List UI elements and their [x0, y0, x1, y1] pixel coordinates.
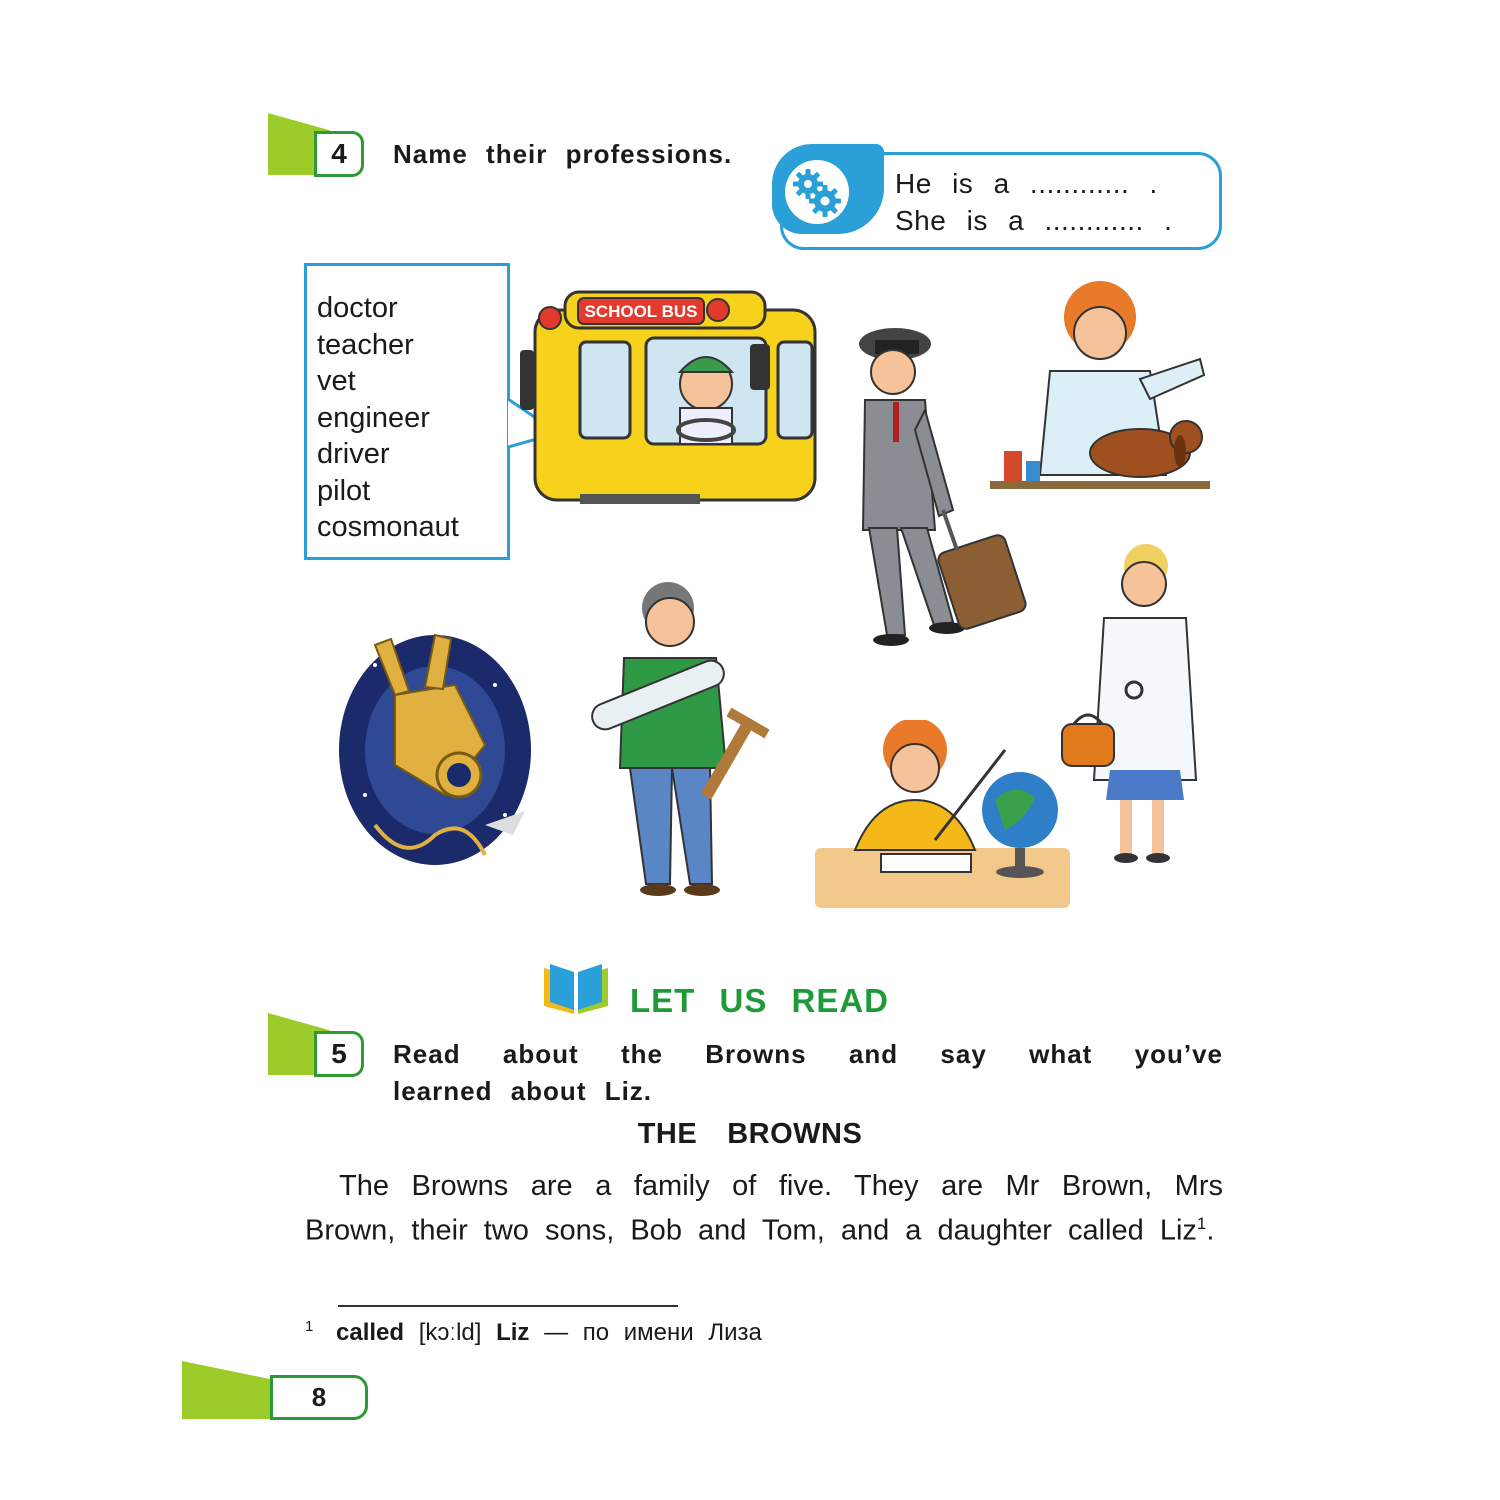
word-list-box [304, 263, 510, 560]
exercise-5-instruction-line-2: learned about Liz. [393, 1076, 653, 1106]
word-driver: driver [317, 438, 390, 470]
word-vet: vet [317, 365, 356, 397]
footnote-ref: 1 [1196, 1214, 1207, 1233]
text-heading [0, 1118, 1500, 1151]
footnote-name: Liz [496, 1319, 530, 1346]
footnote-word: called [336, 1319, 405, 1346]
text-heading-part-2: BROWNS [727, 1118, 863, 1150]
exercise-4-number: 4 [314, 131, 364, 177]
bus-sign: SCHOOL BUS [584, 302, 698, 321]
hint-line-he: He is a ............ . [895, 168, 1158, 199]
gear-icon [785, 160, 849, 224]
reading-paragraph-end: . [1206, 1214, 1215, 1247]
vet-illustration [990, 275, 1215, 525]
footnote-divider [338, 1305, 678, 1307]
word-engineer: engineer [317, 401, 430, 434]
reading-paragraph-text: The Browns are a family of five. They are Mr Brown, Mrs Brown, their two sons, Bob and Tom, and a daughter called Liz [305, 1170, 1223, 1247]
word-pilot: pilot [317, 474, 371, 507]
footnote-marker: 1 [305, 1318, 314, 1335]
open-book-icon [540, 962, 612, 1016]
page-number: 8 [270, 1375, 368, 1420]
footnote [305, 1318, 762, 1347]
teacher-illustration [815, 720, 1075, 910]
word-teacher: teacher [317, 328, 414, 361]
bus-driver-illustration [520, 280, 820, 510]
hint-line-she: She is a ............ . [895, 205, 1173, 236]
word-cosmonaut: cosmonaut [317, 511, 459, 543]
exercise-4-instruction: Name their professions. [393, 139, 733, 169]
word-doctor: doctor [317, 292, 398, 324]
footnote-transcription: [kɔːld] [418, 1319, 482, 1346]
section-title: LET US READ [630, 982, 890, 1019]
page-number-tab [182, 1361, 278, 1419]
text-heading-part-1: THE [637, 1118, 698, 1150]
engineer-illustration [580, 572, 780, 902]
exercise-5-number: 5 [314, 1031, 364, 1077]
reading-paragraph [305, 1168, 1223, 1250]
footnote-translation: — по имени Лиза [544, 1319, 762, 1346]
exercise-5-instruction-line-1: Read about the Browns and say what you’ve [393, 1039, 1223, 1069]
doctor-illustration [1060, 540, 1210, 870]
cosmonaut-illustration [335, 625, 535, 875]
